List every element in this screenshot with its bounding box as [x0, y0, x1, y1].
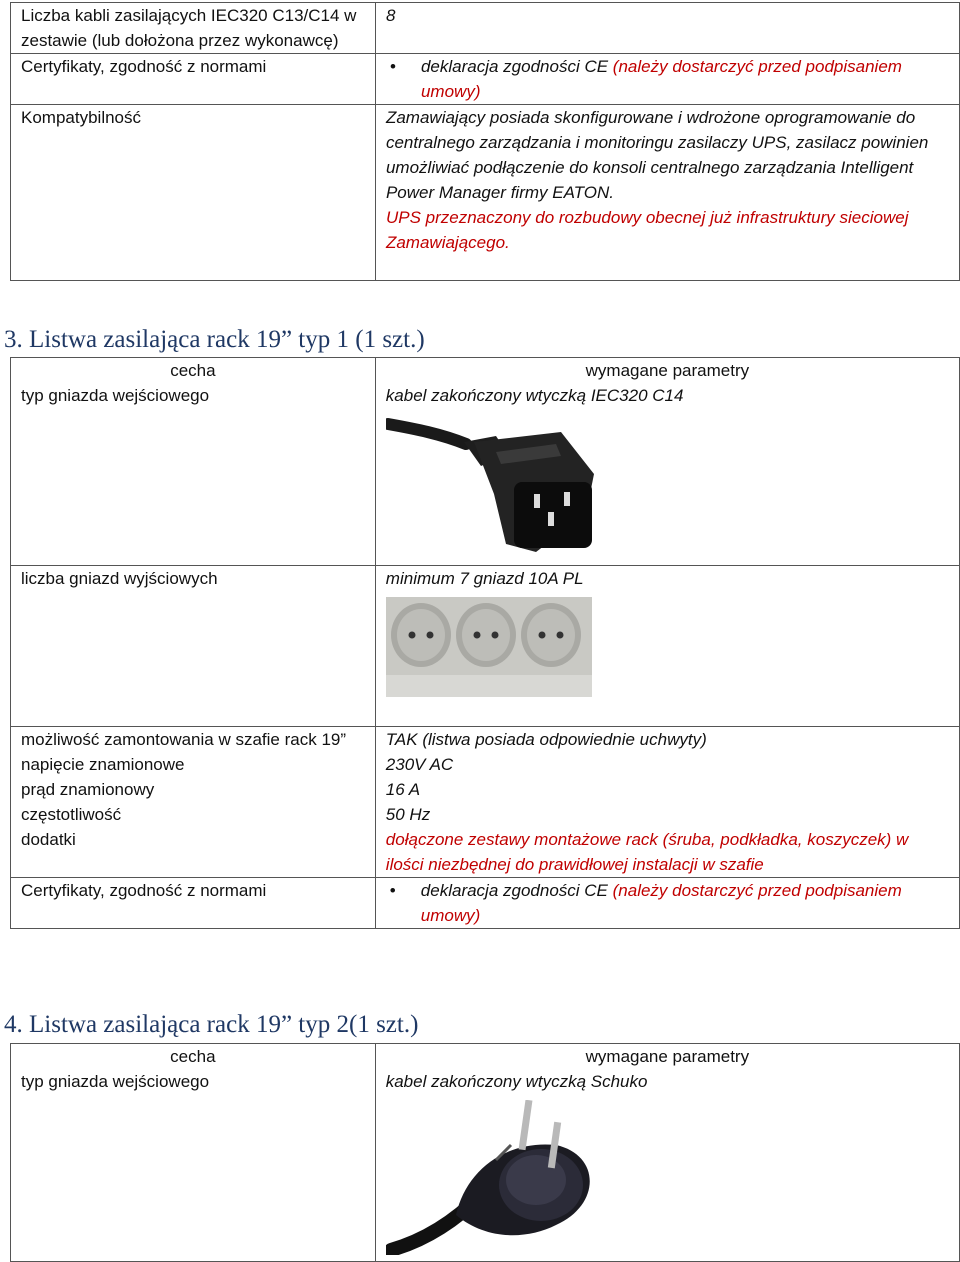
table-row	[11, 752, 960, 777]
cell-value: dołączone zestawy montażowe rack (śruba, podkładka, koszyczek) w ilości niezbędnej do prawidłowej instalacji w szafie	[375, 827, 959, 878]
column-header-feature: cecha	[11, 358, 376, 384]
list-item: • deklaracja zgodności CE (należy dostarczyć przed podpisaniem umowy)	[386, 54, 949, 104]
cell-value	[375, 566, 959, 727]
cell-label: typ gniazda wejściowego	[11, 383, 376, 566]
cell-label: Kompatybilność	[11, 105, 376, 281]
table-row	[11, 1044, 960, 1070]
cell-label: Certyfikaty, zgodność z normami	[11, 878, 376, 929]
spec-table-1	[10, 2, 960, 281]
cell-value	[375, 383, 959, 566]
table-row	[11, 358, 960, 384]
table-row	[11, 802, 960, 827]
table-row	[11, 727, 960, 753]
cell-value: 8	[375, 3, 959, 54]
table-row	[11, 54, 960, 105]
power-strip-sockets-image	[386, 597, 592, 697]
table-row	[11, 777, 960, 802]
cell-label: napięcie znamionowe	[11, 752, 376, 777]
compat-note: UPS przeznaczony do rozbudowy obecnej już infrastruktury sieciowej Zamawiającego.	[385, 208, 909, 252]
table-row	[11, 827, 960, 878]
cell-label: prąd znamionowy	[11, 777, 376, 802]
table-row	[11, 566, 960, 727]
cell-value	[375, 105, 959, 281]
input-value: kabel zakończony wtyczką Schuko	[385, 1072, 648, 1091]
cell-label: Certyfikaty, zgodność z normami	[11, 54, 376, 105]
compat-text: Zamawiający posiada skonfigurowane i wdrożone oprogramowanie do centralnego zarządzania i monitoringu zasilaczy UPS, zasilacz powinien umożliwiać podłączenie do konsoli centralnego zarządzania Intelligent Power Manager firmy EATON.	[385, 108, 929, 202]
cell-value: 16 A	[375, 777, 959, 802]
iec-c14-plug-image	[386, 414, 596, 559]
spec-table-2	[10, 357, 960, 929]
column-header-params: wymagane parametry	[375, 1044, 959, 1070]
cell-value: 230V AC	[375, 752, 959, 777]
bullet-icon: •	[389, 57, 396, 76]
list-item: • deklaracja zgodności CE (należy dostarczyć przed podpisaniem umowy)	[386, 878, 949, 928]
column-header-params: wymagane parametry	[375, 358, 959, 384]
cell-value: TAK (listwa posiada odpowiednie uchwyty)	[375, 727, 959, 753]
outputs-value: minimum 7 gniazd 10A PL	[385, 569, 584, 588]
bullet-list	[386, 878, 949, 928]
table-row	[11, 878, 960, 929]
cell-label: Liczba kabli zasilających IEC320 C13/C14 w zestawie (lub dołożona przez wykonawcę)	[11, 3, 376, 54]
cell-value	[375, 878, 959, 929]
cell-value	[375, 1069, 959, 1262]
cell-label: typ gniazda wejściowego	[11, 1069, 376, 1262]
column-header-feature: cecha	[11, 1044, 376, 1070]
cell-label: częstotliwość	[11, 802, 376, 827]
section-3-heading: 3. Listwa zasilająca rack 19” typ 1 (1 szt.)	[4, 326, 425, 353]
schuko-plug-image	[386, 1100, 616, 1255]
cell-label: możliwość zamontowania w szafie rack 19”	[11, 727, 376, 753]
section-4-heading: 4. Listwa zasilająca rack 19” typ 2(1 szt.)	[4, 1011, 419, 1038]
cell-value: 50 Hz	[375, 802, 959, 827]
bullet-list	[386, 54, 949, 104]
input-value: kabel zakończony wtyczką IEC320 C14	[385, 386, 684, 405]
cell-label: liczba gniazd wyjściowych	[11, 566, 376, 727]
table-row	[11, 3, 960, 54]
spec-table-3	[10, 1043, 960, 1262]
table-row	[11, 105, 960, 281]
bullet-icon: •	[389, 881, 396, 900]
cell-value	[375, 54, 959, 105]
table-row	[11, 383, 960, 566]
table-row	[11, 1069, 960, 1262]
cell-label: dodatki	[11, 827, 376, 878]
